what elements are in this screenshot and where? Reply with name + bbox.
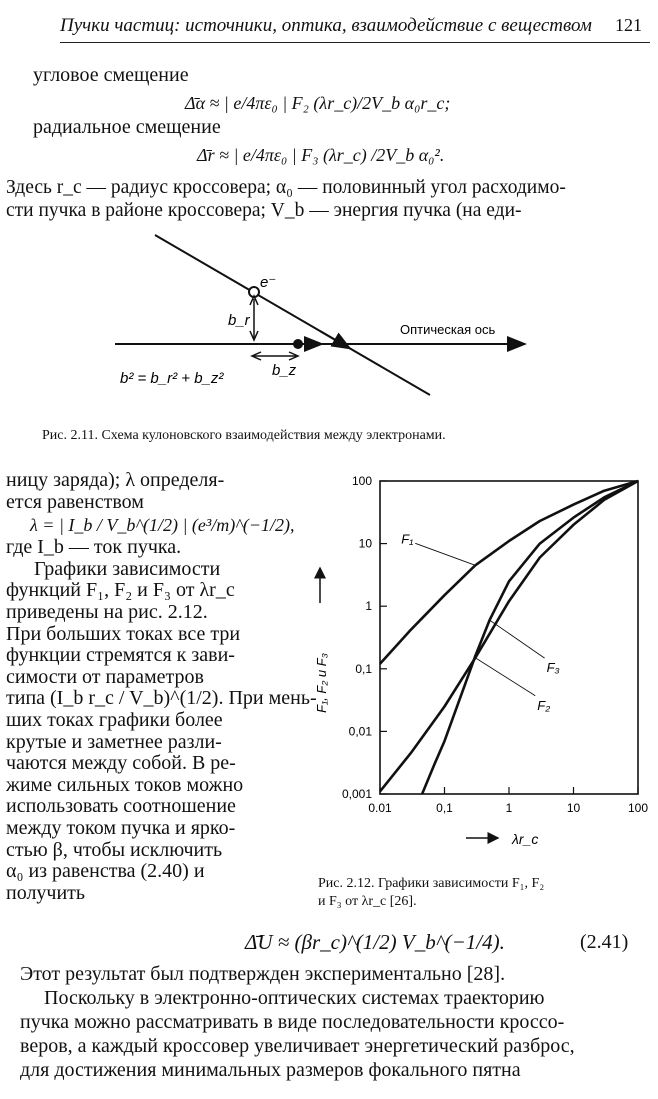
definitions-line-1: Здесь r_c — радиус кроссовера; α₀ — половинный угол расходимо- [6,177,566,198]
left-line: ницу заряда); λ определя- [6,469,225,491]
label-e: e⁻ [260,274,277,291]
running-title: Пучки частиц: источники, оптика, взаимодействие с веществом [60,15,592,36]
series-label: F₃ [546,660,560,676]
trajectory-arrow [320,331,350,349]
left-line: приведены на рис. 2.12. [6,600,208,623]
figure-2-12-chart [300,468,658,860]
series-line-2 [380,481,638,791]
label-angular-shift: угловое смещение [33,64,189,86]
left-line: чаются между собой. В ре- [6,752,236,775]
left-line: При больших токах все три [6,622,241,645]
leader-line [415,543,475,565]
axis-electron [293,339,303,349]
left-line: стью β, чтобы исключить [6,838,223,861]
series-label: F₂ [537,697,551,713]
figure-2-11-caption: Рис. 2.11. Схема кулоновского взаимодействия между электронами. [42,428,446,443]
left-line: ется равенством [6,490,144,513]
label-b-squared: b² = b_r² + b_z² [120,370,224,387]
y-tick-label: 100 [351,474,372,488]
series-line-1 [380,481,638,664]
left-line: Графики зависимости [34,557,221,580]
formula-angular-shift: Δ̄α ≈ | e/4πε₀ | F₂ (λr_c)/2V_b α₀r_c; [185,93,451,113]
figure-2-12-caption-line-2: и F₃ от λr_c [26]. [318,894,417,909]
leader-line [490,620,545,658]
left-line: использовать соотношение [6,795,236,818]
leader-line [475,658,535,696]
left-line: симости от параметров [6,665,204,688]
bottom-line-1: Этот результат был подтвержден экспериментально [28]. [20,963,506,985]
left-line: где I_b — ток пучка. [6,536,182,559]
bottom-line-5: для достижения минимальных размеров фокального пятна [20,1059,521,1081]
bottom-line-3: пучка можно рассматривать в виде последовательности кроссо- [20,1011,565,1033]
x-tick-label: 0,1 [436,801,453,815]
y-axis-label: F₁, F₂ и F₃ [314,653,329,713]
figure-2-11-diagram [100,225,540,420]
left-line: функций F₁, F₂ и F₃ от λr_c [6,579,235,602]
y-tick-label: 0,001 [341,787,372,801]
x-tick-label: 0.01 [368,801,392,815]
bottom-line-2: Поскольку в электронно-оптических системах траекторию [44,987,545,1009]
label-radial-shift: радиальное смещение [33,116,221,138]
left-line: крутые и заметнее разли- [6,730,222,753]
figure-2-12-caption-line-1: Рис. 2.12. Графики зависимости F₁, F₂ [318,876,545,891]
equation-2-41: Δ̄U ≈ (βr_c)^(1/2) V_b^(−1/4). [245,930,505,954]
left-line: жиме сильных токов можно [6,773,244,796]
left-line: функции стремятся к зави- [6,644,235,667]
left-line: между током пучка и ярко- [6,816,236,839]
y-tick-label: 1 [365,599,372,614]
label-bz: b_z [272,362,297,379]
equation-number: (2.41) [580,931,629,953]
left-line: типа (I_b r_c / V_b)^(1/2). При мень- [6,687,317,710]
left-column-text [6,469,317,904]
optical-axis-label: Оптическая ось [400,322,496,337]
definitions-line-2: сти пучка в районе кроссовера; V_b — энергия пучка (на еди- [6,200,522,221]
formula-radial-shift: Δ̄r ≈ | e/4πε₀ | F₃ (λr_c) /2V_b α₀². [197,145,445,165]
left-line: α₀ из равенства (2.40) и [6,860,205,883]
bottom-line-4: веров, а каждый кроссовер увеличивает энергетический разброс, [20,1035,575,1057]
y-tick-label: 10 [358,536,372,551]
x-axis-label: λr_c [512,831,539,847]
y-tick-label: 0,1 [355,661,372,676]
plot-frame [380,481,638,794]
x-tick-label: 100 [627,801,649,815]
y-tick-label: 0,01 [348,724,372,739]
x-tick-label: 1 [505,801,513,815]
left-line: λ = | I_b / V_b^(1/2) | (e³/m)^(−1/2), [30,515,295,536]
left-line: получить [6,881,86,904]
series-label: F₁ [401,531,414,547]
label-br: b_r [228,312,250,329]
page-number: 121 [615,15,642,35]
x-tick-label: 10 [566,801,581,815]
left-line: ших токах графики более [6,708,223,731]
page-header [60,12,650,43]
